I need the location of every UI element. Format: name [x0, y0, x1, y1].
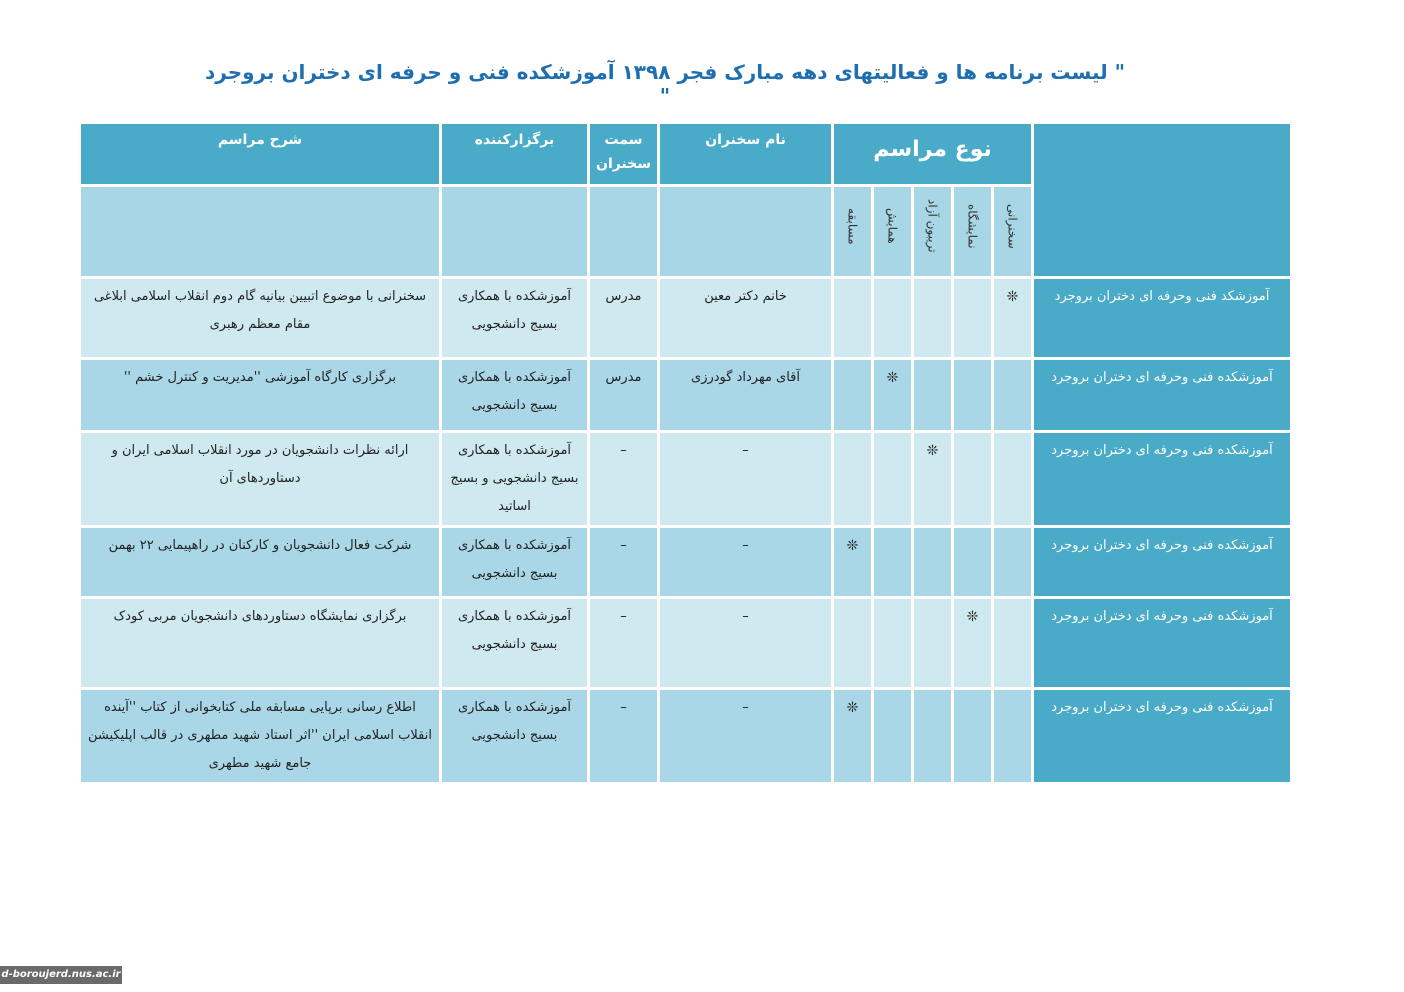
- asterisk-icon: ❊: [846, 538, 859, 554]
- type-mark-cell: [834, 279, 871, 357]
- organizer-cell: آموزشکده با همکاری بسیج دانشجویی: [442, 360, 587, 430]
- asterisk-icon: ❊: [886, 370, 899, 386]
- organizer-cell: آموزشکده با همکاری بسیج دانشجویی و بسیج اساتید: [442, 433, 587, 525]
- asterisk-icon: ❊: [1006, 289, 1019, 305]
- sub-header-empty: [660, 187, 831, 276]
- organizer-cell: آموزشکده با همکاری بسیج دانشجویی: [442, 690, 587, 782]
- organizer-cell: آموزشکده با همکاری بسیج دانشجویی: [442, 599, 587, 687]
- row-institution-name: آموزشکده فنی وحرفه ای دختران بروجرد: [1034, 433, 1290, 525]
- table-row: [81, 433, 1290, 525]
- organizer-cell: آموزشکده با همکاری بسیج دانشجویی: [442, 279, 587, 357]
- type-mark-cell: [834, 360, 871, 430]
- speaker-role-cell: –: [590, 433, 657, 525]
- description-cell: اطلاع رسانی برپایی مسابقه ملی کتابخوانی از کتاب ''آینده انقلاب اسلامی ایران ''اثر استاد شهید مطهری در قالب اپلیکیشن جامع شهید مطهری: [81, 690, 439, 782]
- header-blank-cell: [1034, 124, 1290, 276]
- type-mark-cell: [874, 279, 911, 357]
- sub-header-empty: [81, 187, 439, 276]
- table-row: [81, 528, 1290, 596]
- type-mark-cell: [994, 433, 1031, 525]
- asterisk-icon: ❊: [926, 443, 939, 459]
- sub-header-open-tribune: تریبون آزاد: [914, 187, 951, 276]
- sub-header-conference: همایش: [874, 187, 911, 276]
- type-mark-cell: [914, 599, 951, 687]
- type-mark-cell: [914, 528, 951, 596]
- type-mark-cell: [954, 690, 991, 782]
- row-institution-name: آموزشکده فنی وحرفه ای دختران بروجرد: [1034, 690, 1290, 782]
- site-watermark: d-boroujerd.nus.ac.ir: [0, 966, 122, 984]
- page-title: " لیست برنامه ها و فعالیتهای دهه مبارک فجر ۱۳۹۸ آموزشکده فنی و حرفه ای دختران بروجرد ": [204, 60, 1126, 108]
- description-cell: برگزاری نمایشگاه دستاوردهای دانشجویان مربی کودک: [81, 599, 439, 687]
- sub-header-empty: [590, 187, 657, 276]
- speaker-role-cell: –: [590, 528, 657, 596]
- type-mark-cell: [874, 360, 911, 430]
- type-mark-cell: [994, 690, 1031, 782]
- description-cell: برگزاری کارگاه آموزشی ''مدیریت و کنترل خشم '': [81, 360, 439, 430]
- header-description: شرح مراسم: [81, 124, 439, 184]
- type-mark-cell: [874, 690, 911, 782]
- speaker-role-cell: –: [590, 599, 657, 687]
- sub-header-speech: سخنرانی: [994, 187, 1031, 276]
- speaker-name-cell: –: [660, 690, 831, 782]
- type-mark-cell: [874, 433, 911, 525]
- header-speaker-role: سمت سخنران: [590, 124, 657, 184]
- header-organizer: برگزارکننده: [442, 124, 587, 184]
- type-mark-cell: [874, 528, 911, 596]
- type-mark-cell: [914, 360, 951, 430]
- type-mark-cell: [954, 279, 991, 357]
- type-mark-cell: [954, 599, 991, 687]
- speaker-role-cell: مدرس: [590, 360, 657, 430]
- type-mark-cell: [834, 599, 871, 687]
- events-table: [78, 121, 1293, 785]
- speaker-role-cell: –: [590, 690, 657, 782]
- type-mark-cell: [954, 528, 991, 596]
- sub-header-exhibition: نمایشگاه: [954, 187, 991, 276]
- type-mark-cell: [914, 690, 951, 782]
- row-institution-name: آموزشکده فنی وحرفه ای دختران بروجرد: [1034, 528, 1290, 596]
- row-institution-name: آموزشکده فنی وحرفه ای دختران بروجرد: [1034, 360, 1290, 430]
- asterisk-icon: ❊: [846, 700, 859, 716]
- description-cell: ارائه نظرات دانشجویان در مورد انقلاب اسلامی ایران و دستاوردهای آن: [81, 433, 439, 525]
- type-mark-cell: [954, 433, 991, 525]
- speaker-name-cell: –: [660, 528, 831, 596]
- table-row: [81, 690, 1290, 782]
- type-mark-cell: [834, 528, 871, 596]
- header-speaker-name: نام سخنران: [660, 124, 831, 184]
- sub-header-empty: [442, 187, 587, 276]
- table-row: [81, 279, 1290, 357]
- type-mark-cell: [834, 690, 871, 782]
- row-institution-name: آموزشکد فنی وحرفه ای دختران بروجرد: [1034, 279, 1290, 357]
- row-institution-name: آموزشکده فنی وحرفه ای دختران بروجرد: [1034, 599, 1290, 687]
- asterisk-icon: ❊: [966, 609, 979, 625]
- type-mark-cell: [914, 279, 951, 357]
- description-cell: شرکت فعال دانشجویان و کارکنان در راهپیمایی ۲۲ بهمن: [81, 528, 439, 596]
- speaker-name-cell: –: [660, 433, 831, 525]
- table-row: [81, 360, 1290, 430]
- sub-header-competition: مسابقه: [834, 187, 871, 276]
- type-mark-cell: [994, 360, 1031, 430]
- speaker-name-cell: –: [660, 599, 831, 687]
- organizer-cell: آموزشکده با همکاری بسیج دانشجویی: [442, 528, 587, 596]
- type-mark-cell: [874, 599, 911, 687]
- table-row: [81, 599, 1290, 687]
- type-mark-cell: [994, 279, 1031, 357]
- description-cell: سخنرانی با موضوع اتبیین بیانیه گام دوم انقلاب اسلامی ابلاغی مقام معظم رهبری: [81, 279, 439, 357]
- type-mark-cell: [994, 599, 1031, 687]
- speaker-role-cell: مدرس: [590, 279, 657, 357]
- speaker-name-cell: آقای مهرداد گودرزی: [660, 360, 831, 430]
- header-type: نوع مراسم: [834, 124, 1031, 184]
- type-mark-cell: [834, 433, 871, 525]
- type-mark-cell: [914, 433, 951, 525]
- type-mark-cell: [954, 360, 991, 430]
- speaker-name-cell: خانم دکتر معین: [660, 279, 831, 357]
- type-mark-cell: [994, 528, 1031, 596]
